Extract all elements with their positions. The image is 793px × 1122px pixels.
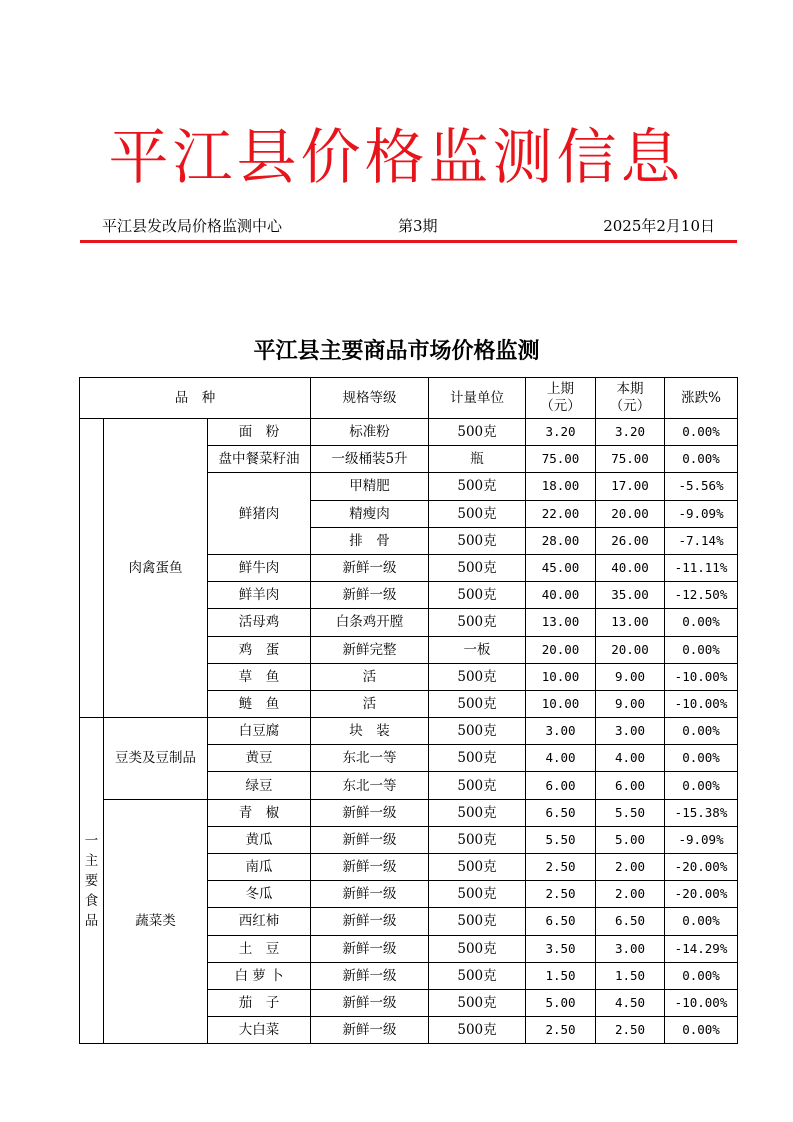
unit-cell: 500克 bbox=[429, 500, 526, 527]
curr-price-cell: 4.00 bbox=[596, 745, 665, 772]
change-cell: -20.00% bbox=[665, 881, 738, 908]
spec-cell: 新鲜一级 bbox=[311, 554, 429, 581]
curr-price-cell: 3.00 bbox=[596, 718, 665, 745]
prev-price-cell: 2.50 bbox=[526, 1017, 596, 1044]
group-vegetables: 蔬菜类 bbox=[104, 799, 208, 1044]
header-change: 涨跌% bbox=[665, 378, 738, 419]
header-curr-price bbox=[596, 378, 665, 419]
item-name: 鲜猪肉 bbox=[208, 473, 311, 555]
item-name: 草 鱼 bbox=[208, 663, 311, 690]
header-prev-label: 上期 bbox=[547, 381, 575, 397]
prev-price-cell: 5.50 bbox=[526, 826, 596, 853]
spec-cell: 新鲜一级 bbox=[311, 881, 429, 908]
curr-price-cell: 9.00 bbox=[596, 663, 665, 690]
table-row bbox=[80, 799, 738, 826]
curr-price-cell: 20.00 bbox=[596, 500, 665, 527]
spec-cell: 白条鸡开膛 bbox=[311, 609, 429, 636]
unit-cell: 500克 bbox=[429, 473, 526, 500]
change-cell: 0.00% bbox=[665, 419, 738, 446]
table-body bbox=[80, 419, 738, 1044]
unit-cell: 500克 bbox=[429, 908, 526, 935]
prev-price-cell: 3.50 bbox=[526, 935, 596, 962]
curr-price-cell: 2.50 bbox=[596, 1017, 665, 1044]
spec-cell: 东北一等 bbox=[311, 745, 429, 772]
item-name: 黄豆 bbox=[208, 745, 311, 772]
unit-cell: 500克 bbox=[429, 881, 526, 908]
change-cell: -12.50% bbox=[665, 582, 738, 609]
prev-price-cell: 28.00 bbox=[526, 527, 596, 554]
curr-price-cell: 3.00 bbox=[596, 935, 665, 962]
prev-price-cell: 22.00 bbox=[526, 500, 596, 527]
issuer: 平江县发改局价格监测中心 bbox=[102, 217, 283, 235]
prev-price-cell: 3.20 bbox=[526, 419, 596, 446]
item-name: 白 萝 卜 bbox=[208, 962, 311, 989]
item-name: 盘中餐菜籽油 bbox=[208, 446, 311, 473]
spec-cell: 标准粉 bbox=[311, 419, 429, 446]
header-divider bbox=[80, 240, 737, 243]
item-name: 面 粉 bbox=[208, 419, 311, 446]
item-name: 冬瓜 bbox=[208, 881, 311, 908]
issue-date: 2025年2月10日 bbox=[603, 217, 715, 235]
spec-cell: 一级桶装5升 bbox=[311, 446, 429, 473]
curr-price-cell: 1.50 bbox=[596, 962, 665, 989]
spec-cell: 新鲜一级 bbox=[311, 826, 429, 853]
prev-price-cell: 75.00 bbox=[526, 446, 596, 473]
change-cell: 0.00% bbox=[665, 962, 738, 989]
spec-cell: 新鲜一级 bbox=[311, 799, 429, 826]
unit-cell: 500克 bbox=[429, 690, 526, 717]
category-char: 一 bbox=[84, 832, 99, 849]
curr-price-cell: 5.00 bbox=[596, 826, 665, 853]
item-name: 白豆腐 bbox=[208, 718, 311, 745]
table-header-row bbox=[80, 378, 738, 419]
unit-cell: 500克 bbox=[429, 826, 526, 853]
prev-price-cell: 2.50 bbox=[526, 854, 596, 881]
item-name: 鲜牛肉 bbox=[208, 554, 311, 581]
spec-cell: 甲精肥 bbox=[311, 473, 429, 500]
change-cell: -20.00% bbox=[665, 854, 738, 881]
curr-price-cell: 6.00 bbox=[596, 772, 665, 799]
item-name: 活母鸡 bbox=[208, 609, 311, 636]
unit-cell: 500克 bbox=[429, 854, 526, 881]
curr-price-cell: 6.50 bbox=[596, 908, 665, 935]
change-cell: 0.00% bbox=[665, 718, 738, 745]
spec-cell: 新鲜一级 bbox=[311, 908, 429, 935]
unit-cell: 500克 bbox=[429, 609, 526, 636]
table-row bbox=[80, 718, 738, 745]
curr-price-cell: 20.00 bbox=[596, 636, 665, 663]
header-prev-currency: （元） bbox=[540, 398, 581, 414]
change-cell: -14.29% bbox=[665, 935, 738, 962]
spec-cell: 新鲜一级 bbox=[311, 582, 429, 609]
group-beans: 豆类及豆制品 bbox=[104, 718, 208, 800]
category-char: 要 bbox=[84, 872, 99, 889]
spec-cell: 精瘦肉 bbox=[311, 500, 429, 527]
prev-price-cell: 4.00 bbox=[526, 745, 596, 772]
spec-cell: 新鲜一级 bbox=[311, 935, 429, 962]
curr-price-cell: 2.00 bbox=[596, 854, 665, 881]
category-main-cell bbox=[80, 718, 104, 1044]
item-name: 大白菜 bbox=[208, 1017, 311, 1044]
item-name: 南瓜 bbox=[208, 854, 311, 881]
unit-cell: 500克 bbox=[429, 989, 526, 1016]
item-name: 西红柿 bbox=[208, 908, 311, 935]
spec-cell: 新鲜一级 bbox=[311, 854, 429, 881]
unit-cell: 500克 bbox=[429, 554, 526, 581]
change-cell: -7.14% bbox=[665, 527, 738, 554]
table-title: 平江县主要商品市场价格监测 bbox=[253, 338, 540, 364]
item-name: 茄 子 bbox=[208, 989, 311, 1016]
price-table bbox=[79, 377, 738, 1044]
change-cell: -10.00% bbox=[665, 989, 738, 1016]
curr-price-cell: 40.00 bbox=[596, 554, 665, 581]
curr-price-cell: 13.00 bbox=[596, 609, 665, 636]
curr-price-cell: 4.50 bbox=[596, 989, 665, 1016]
curr-price-cell: 75.00 bbox=[596, 446, 665, 473]
banner-title: 平江县价格监测信息 bbox=[108, 123, 685, 193]
change-cell: -10.00% bbox=[665, 690, 738, 717]
prev-price-cell: 10.00 bbox=[526, 663, 596, 690]
change-cell: 0.00% bbox=[665, 609, 738, 636]
change-cell: 0.00% bbox=[665, 636, 738, 663]
change-cell: -11.11% bbox=[665, 554, 738, 581]
curr-price-cell: 17.00 bbox=[596, 473, 665, 500]
spec-cell: 排 骨 bbox=[311, 527, 429, 554]
category-blank-cell bbox=[80, 419, 104, 718]
unit-cell: 瓶 bbox=[429, 446, 526, 473]
curr-price-cell: 2.00 bbox=[596, 881, 665, 908]
spec-cell: 活 bbox=[311, 663, 429, 690]
item-name: 鲢 鱼 bbox=[208, 690, 311, 717]
item-name: 鸡 蛋 bbox=[208, 636, 311, 663]
prev-price-cell: 40.00 bbox=[526, 582, 596, 609]
unit-cell: 500克 bbox=[429, 419, 526, 446]
change-cell: 0.00% bbox=[665, 908, 738, 935]
change-cell: -5.56% bbox=[665, 473, 738, 500]
header-curr-currency: （元） bbox=[609, 398, 651, 414]
change-cell: -10.00% bbox=[665, 663, 738, 690]
unit-cell: 500克 bbox=[429, 663, 526, 690]
header-unit: 计量单位 bbox=[429, 378, 526, 419]
spec-cell: 东北一等 bbox=[311, 772, 429, 799]
unit-cell: 500克 bbox=[429, 718, 526, 745]
item-name: 绿豆 bbox=[208, 772, 311, 799]
spec-cell: 新鲜完整 bbox=[311, 636, 429, 663]
curr-price-cell: 26.00 bbox=[596, 527, 665, 554]
prev-price-cell: 6.50 bbox=[526, 799, 596, 826]
item-name: 土 豆 bbox=[208, 935, 311, 962]
unit-cell: 500克 bbox=[429, 935, 526, 962]
change-cell: 0.00% bbox=[665, 745, 738, 772]
unit-cell: 500克 bbox=[429, 962, 526, 989]
curr-price-cell: 3.20 bbox=[596, 419, 665, 446]
unit-cell: 500克 bbox=[429, 745, 526, 772]
curr-price-cell: 9.00 bbox=[596, 690, 665, 717]
issue-number: 第3期 bbox=[398, 217, 438, 235]
spec-cell: 新鲜一级 bbox=[311, 989, 429, 1016]
table-row bbox=[80, 419, 738, 446]
prev-price-cell: 6.50 bbox=[526, 908, 596, 935]
change-cell: 0.00% bbox=[665, 1017, 738, 1044]
change-cell: 0.00% bbox=[665, 772, 738, 799]
change-cell: -15.38% bbox=[665, 799, 738, 826]
header-variety: 品 种 bbox=[80, 378, 311, 419]
item-name: 黄瓜 bbox=[208, 826, 311, 853]
prev-price-cell: 10.00 bbox=[526, 690, 596, 717]
prev-price-cell: 20.00 bbox=[526, 636, 596, 663]
unit-cell: 500克 bbox=[429, 1017, 526, 1044]
unit-cell: 500克 bbox=[429, 582, 526, 609]
spec-cell: 块 装 bbox=[311, 718, 429, 745]
prev-price-cell: 1.50 bbox=[526, 962, 596, 989]
curr-price-cell: 35.00 bbox=[596, 582, 665, 609]
prev-price-cell: 5.00 bbox=[526, 989, 596, 1016]
unit-cell: 一板 bbox=[429, 636, 526, 663]
change-cell: 0.00% bbox=[665, 446, 738, 473]
header-spec: 规格等级 bbox=[311, 378, 429, 419]
header-prev-price bbox=[526, 378, 596, 419]
category-char: 品 bbox=[84, 912, 99, 929]
spec-cell: 活 bbox=[311, 690, 429, 717]
prev-price-cell: 2.50 bbox=[526, 881, 596, 908]
spec-cell: 新鲜一级 bbox=[311, 962, 429, 989]
header-curr-label: 本期 bbox=[616, 381, 644, 397]
item-name: 鲜羊肉 bbox=[208, 582, 311, 609]
prev-price-cell: 6.00 bbox=[526, 772, 596, 799]
prev-price-cell: 45.00 bbox=[526, 554, 596, 581]
unit-cell: 500克 bbox=[429, 772, 526, 799]
item-name: 青 椒 bbox=[208, 799, 311, 826]
prev-price-cell: 18.00 bbox=[526, 473, 596, 500]
unit-cell: 500克 bbox=[429, 527, 526, 554]
spec-cell: 新鲜一级 bbox=[311, 1017, 429, 1044]
change-cell: -9.09% bbox=[665, 500, 738, 527]
category-char: 食 bbox=[84, 892, 99, 909]
unit-cell: 500克 bbox=[429, 799, 526, 826]
group-meat: 肉禽蛋鱼 bbox=[104, 419, 208, 718]
prev-price-cell: 13.00 bbox=[526, 609, 596, 636]
curr-price-cell: 5.50 bbox=[596, 799, 665, 826]
category-char: 主 bbox=[84, 852, 99, 869]
change-cell: -9.09% bbox=[665, 826, 738, 853]
prev-price-cell: 3.00 bbox=[526, 718, 596, 745]
